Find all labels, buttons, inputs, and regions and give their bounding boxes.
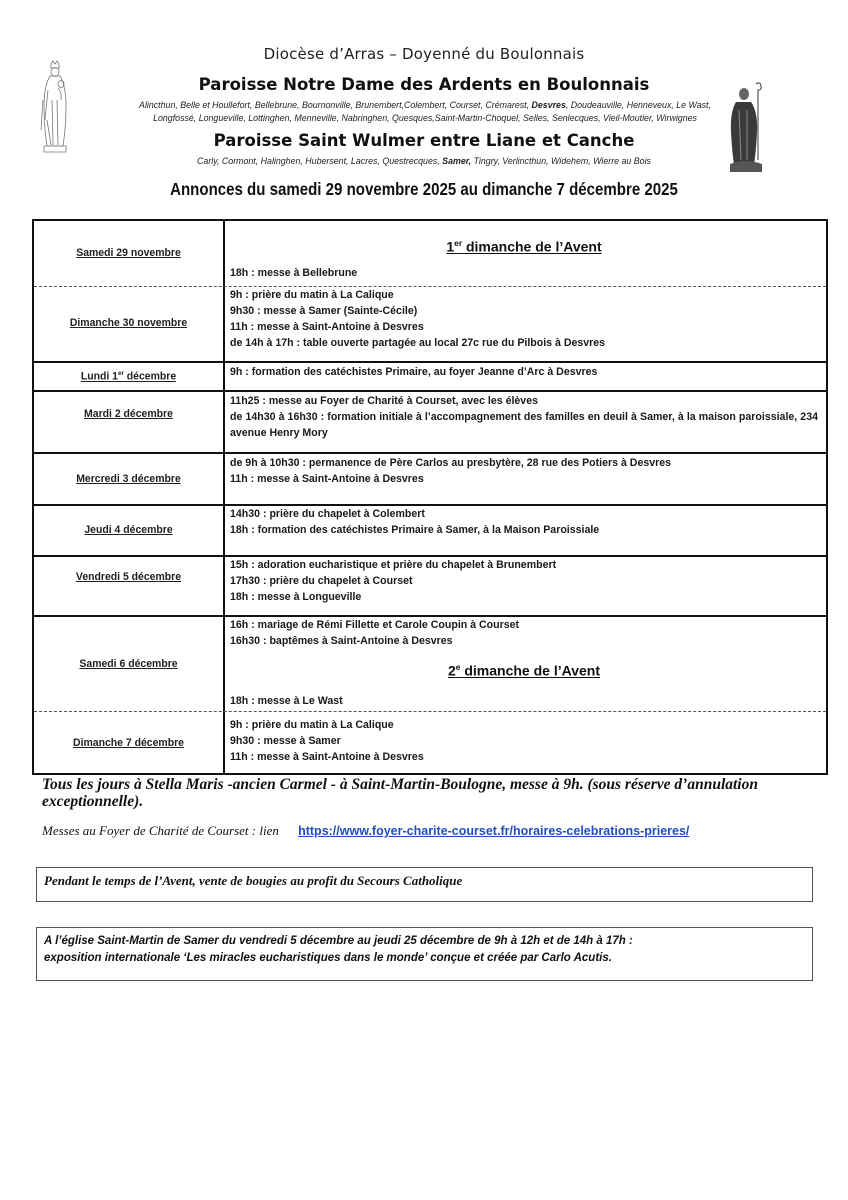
row-separator [34, 452, 826, 454]
event-line: 9h : prière du matin à La Calique [230, 719, 394, 731]
event-line: 11h : messe à Saint-Antoine à Desvres [230, 751, 424, 763]
event-line: 11h : messe à Saint-Antoine à Desvres [230, 473, 424, 485]
parish2-name: Paroisse Saint Wulmer entre Liane et Canche [213, 131, 635, 150]
exhibition-notice-line1: A l’église Saint-Martin de Samer du vendredi 5 décembre au jeudi 25 décembre de 9h à 12h et de 14h à 17h : [44, 935, 633, 947]
day-label: Samedi 6 décembre [79, 658, 178, 670]
day-label [39, 370, 219, 383]
day-label: Dimanche 30 novembre [69, 317, 188, 329]
day-label: Vendredi 5 décembre [75, 571, 182, 583]
event-line: 16h30 : baptêmes à Saint-Antoine à Desvres [230, 635, 453, 647]
day-events [230, 717, 818, 765]
day-events [230, 506, 818, 538]
exhibition-notice-line2: exposition internationale ‘Les miracles eucharistiques dans le monde’ conçue et créée par Carlo Acutis. [44, 952, 612, 964]
sunday-title-text: dimanche de l’Avent [462, 238, 602, 255]
day-label: Dimanche 7 décembre [73, 737, 184, 749]
sunday-title [230, 235, 818, 255]
day-label-sup: er [117, 370, 124, 377]
candle-sale-notice: Pendant le temps de l’Avent, vente de bougies au profit du Secours Catholique [44, 873, 463, 888]
event-line: 9h : formation des catéchistes Primaire, au foyer Jeanne d’Arc à Desvres [230, 366, 598, 378]
row-separator [34, 711, 826, 712]
parish1-towns [108, 99, 743, 125]
event-line: 11h : messe à Saint-Antoine à Desvres [230, 321, 424, 333]
parish1-town-desvres: Desvres [531, 100, 566, 111]
schedule-table [32, 219, 828, 775]
exhibition-notice-box [36, 927, 813, 981]
event-line: 18h : formation des catéchistes Primaire à Samer, à la Maison Paroissiale [230, 524, 600, 536]
sunday-title-sup: e [455, 662, 461, 672]
day-events [230, 235, 818, 281]
event-line: 15h : adoration eucharistique et prière du chapelet à Brunembert [230, 559, 557, 571]
event-line: 9h : prière du matin à La Calique [230, 289, 394, 301]
announcements-title: Annonces du samedi 29 novembre 2025 au dimanche 7 décembre 2025 [170, 179, 678, 199]
row-separator [34, 390, 826, 392]
event-line: 17h30 : prière du chapelet à Courset [230, 575, 413, 587]
event-line: 18h : messe à Le Wast [230, 694, 343, 707]
foyer-masses-line [42, 823, 689, 839]
event-line: de 9h à 10h30 : permanence de Père Carlos au presbytère, 28 rue des Potiers à Desvres [230, 457, 672, 469]
day-events [230, 617, 818, 709]
day-label: Mercredi 3 décembre [76, 473, 181, 485]
parish1-towns-line2: Longfossé, Longueville, Lottinghen, Menneville, Nabringhen, Quesques,Saint-Martin-Choquel, Selles, Senlecques, Vieil-Moutier, Wirwignes [153, 113, 697, 124]
sunday-title-text: dimanche de l’Avent [460, 662, 600, 679]
day-events [230, 287, 818, 351]
parish1-towns-line1-end: , Doudeauville, Henneveux, Le Wast, [565, 100, 711, 111]
day-events [230, 455, 818, 487]
sunday-title-number: 2 [448, 662, 456, 679]
parish2-towns [34, 156, 814, 167]
day-label: Jeudi 4 décembre [84, 524, 173, 536]
event-line: 9h30 : messe à Samer (Sainte-Cécile) [230, 305, 418, 317]
stella-maris-notice: Tous les jours à Stella Maris -ancien Carmel - à Saint-Martin-Boulogne, messe à 9h. (sous réserve d’annulation exceptionnelle). [42, 776, 758, 810]
row-separator [34, 361, 826, 363]
day-events [230, 393, 818, 441]
day-label: Samedi 29 novembre [76, 247, 181, 259]
event-line: 18h : messe à Longueville [230, 591, 362, 603]
day-label-start: Lundi 1 [80, 370, 118, 383]
parish2-towns-start: Carly, Cormont, Halinghen, Hubersent, Lacres, Questrecques, [197, 156, 443, 167]
foyer-label: Messes au Foyer de Charité de Courset : lien [42, 823, 279, 838]
exhibition-notice [44, 933, 806, 967]
foyer-schedule-link[interactable]: https://www.foyer-charite-courset.fr/horaires-celebrations-prieres/ [298, 824, 690, 838]
day-label-end: décembre [123, 370, 177, 383]
parish1-towns-line1-start: Alincthun, Belle et Houllefort, Bellebrune, Bournonville, Brunembert,Colembert, Courset, Crémarest, [139, 100, 532, 111]
sunday-title-sup: er [454, 238, 463, 248]
event-line: 11h25 : messe au Foyer de Charité à Courset, avec les élèves [230, 395, 538, 407]
day-label: Mardi 2 décembre [84, 408, 173, 420]
sunday-title [230, 659, 818, 679]
parish2-town-samer: Samer, [442, 156, 472, 167]
event-line: 14h30 : prière du chapelet à Colembert [230, 508, 425, 520]
day-events [230, 364, 818, 380]
event-line: 9h30 : messe à Samer [230, 735, 341, 747]
column-divider [223, 221, 225, 773]
parish1-name: Paroisse Notre Dame des Ardents en Boulonnais [198, 75, 650, 94]
sunday-title-number: 1 [446, 238, 455, 255]
parish2-towns-end: Tingry, Verlincthun, Widehem, Wierre au Bois [471, 156, 651, 167]
candle-sale-notice-box [36, 867, 813, 902]
event-line: 16h : mariage de Rémi Fillette et Carole Coupin à Courset [230, 619, 520, 631]
day-events [230, 557, 818, 605]
diocese-title: Diocèse d’Arras – Doyenné du Boulonnais [263, 45, 585, 63]
event-line: de 14h30 à 16h30 : formation initiale à l’accompagnement des familles en deuil à Samer, à la maison paroissiale, 234 avenue Henry Mory [230, 411, 818, 439]
event-line: 18h : messe à Bellebrune [230, 266, 358, 279]
event-line: de 14h à 17h : table ouverte partagée au local 27c rue du Pilbois à Desvres [230, 337, 606, 349]
